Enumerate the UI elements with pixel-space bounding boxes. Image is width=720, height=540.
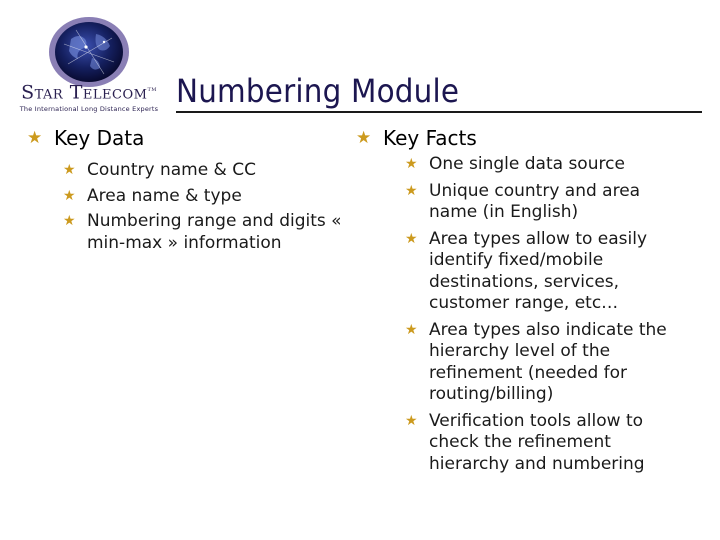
star-icon: ★ bbox=[356, 128, 372, 148]
star-icon: ★ bbox=[405, 156, 418, 172]
key-data-heading-text: Key Data bbox=[54, 126, 145, 150]
list-item bbox=[405, 154, 706, 176]
key-facts-list bbox=[405, 154, 706, 475]
star-icon: ★ bbox=[27, 128, 43, 148]
key-data-heading bbox=[27, 124, 347, 152]
star-icon: ★ bbox=[63, 162, 76, 178]
star-icon: ★ bbox=[405, 321, 418, 338]
list-item-text: Verification tools allow to check the refinement hierarchy and numbering bbox=[429, 410, 645, 474]
list-item bbox=[405, 411, 706, 476]
list-item bbox=[63, 160, 347, 182]
list-item-text: Unique country and area name (in English) bbox=[429, 180, 641, 222]
star-icon: ★ bbox=[405, 182, 418, 199]
list-item-text: Area name & type bbox=[87, 185, 242, 206]
list-item-text: Country name & CC bbox=[87, 160, 256, 180]
key-data-column bbox=[27, 124, 347, 254]
logo-trademark: TM bbox=[147, 87, 157, 93]
key-data-list bbox=[63, 160, 347, 254]
star-icon: ★ bbox=[63, 187, 76, 204]
logo-brand-text: Star Telecom bbox=[21, 81, 148, 104]
key-facts-column bbox=[356, 124, 706, 475]
company-logo bbox=[14, 14, 164, 113]
list-item bbox=[63, 211, 347, 254]
list-item bbox=[405, 320, 706, 406]
star-icon: ★ bbox=[405, 412, 418, 429]
list-item bbox=[405, 229, 706, 315]
logo-brand bbox=[14, 80, 164, 102]
list-item-text: Area types allow to easily identify fixed/mobile destinations, services, customer range, etc… bbox=[429, 228, 648, 313]
key-facts-heading-text: Key Facts bbox=[383, 126, 477, 150]
star-icon: ★ bbox=[63, 213, 76, 229]
list-item-text: Numbering range and digits « min-max » information bbox=[87, 211, 342, 253]
star-icon: ★ bbox=[405, 230, 418, 247]
list-item bbox=[63, 186, 347, 208]
list-item-text: One single data source bbox=[429, 154, 625, 174]
globe-logo-icon bbox=[46, 14, 132, 88]
title-divider bbox=[176, 111, 702, 113]
list-item-text: Area types also indicate the hierarchy level of the refinement (needed for routing/billing) bbox=[429, 319, 667, 404]
logo-tagline: The International Long Distance Experts bbox=[19, 105, 159, 113]
page-title: Numbering Module bbox=[176, 72, 460, 110]
key-facts-heading bbox=[356, 124, 706, 152]
list-item bbox=[405, 181, 706, 224]
